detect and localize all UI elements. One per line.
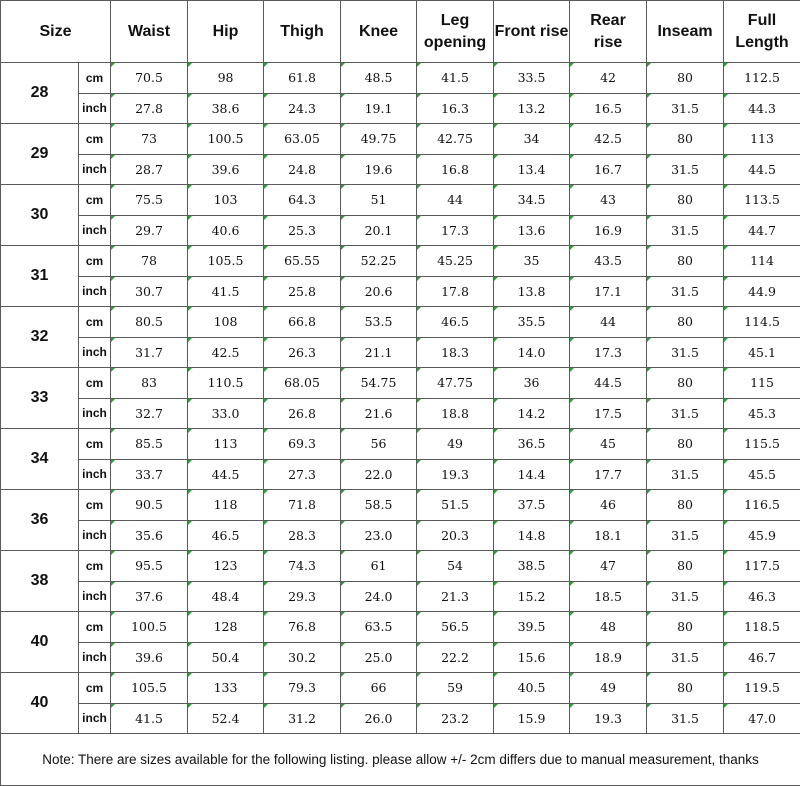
table-row <box>1 703 800 734</box>
size-label: 36 <box>1 490 79 551</box>
measurement-cell: 34 <box>494 124 570 155</box>
measurement-cell: 13.2 <box>494 93 570 124</box>
measurement-cell: 31.5 <box>647 93 724 124</box>
measurement-cell: 18.8 <box>417 398 494 429</box>
table-row <box>1 337 800 368</box>
measurement-cell: 31.5 <box>647 215 724 246</box>
measurement-cell: 16.9 <box>570 215 647 246</box>
measurement-cell: 52.25 <box>341 246 417 277</box>
measurement-cell: 13.6 <box>494 215 570 246</box>
measurement-cell: 70.5 <box>111 63 188 94</box>
measurement-cell: 80 <box>647 368 724 399</box>
measurement-cell: 100.5 <box>188 124 264 155</box>
measurement-cell: 115 <box>724 368 800 399</box>
header-front-rise: Front rise <box>494 1 570 63</box>
measurement-cell: 80 <box>647 551 724 582</box>
measurement-cell: 80 <box>647 673 724 704</box>
measurement-cell: 32.7 <box>111 398 188 429</box>
measurement-cell: 29.3 <box>264 581 341 612</box>
measurement-cell: 26.3 <box>264 337 341 368</box>
measurement-cell: 47.75 <box>417 368 494 399</box>
measurement-cell: 128 <box>188 612 264 643</box>
measurement-cell: 19.1 <box>341 93 417 124</box>
measurement-cell: 110.5 <box>188 368 264 399</box>
header-inseam: Inseam <box>647 1 724 63</box>
measurement-cell: 30.2 <box>264 642 341 673</box>
measurement-cell: 80 <box>647 124 724 155</box>
measurement-cell: 63.5 <box>341 612 417 643</box>
measurement-cell: 15.6 <box>494 642 570 673</box>
measurement-cell: 41.5 <box>417 63 494 94</box>
measurement-cell: 39.6 <box>188 154 264 185</box>
measurement-cell: 66 <box>341 673 417 704</box>
measurement-cell: 117.5 <box>724 551 800 582</box>
table-row <box>1 124 800 155</box>
measurement-cell: 16.5 <box>570 93 647 124</box>
table-row <box>1 581 800 612</box>
measurement-cell: 58.5 <box>341 490 417 521</box>
measurement-cell: 49.75 <box>341 124 417 155</box>
unit-label: cm <box>79 429 111 460</box>
measurement-cell: 76.8 <box>264 612 341 643</box>
measurement-cell: 31.5 <box>647 520 724 551</box>
size-label: 30 <box>1 185 79 246</box>
measurement-cell: 69.3 <box>264 429 341 460</box>
measurement-cell: 35 <box>494 246 570 277</box>
measurement-cell: 103 <box>188 185 264 216</box>
table-row <box>1 642 800 673</box>
header-rear-rise: Rear rise <box>570 1 647 63</box>
measurement-cell: 20.1 <box>341 215 417 246</box>
unit-label: cm <box>79 246 111 277</box>
size-label: 38 <box>1 551 79 612</box>
measurement-cell: 48.4 <box>188 581 264 612</box>
measurement-cell: 51 <box>341 185 417 216</box>
measurement-cell: 40.5 <box>494 673 570 704</box>
unit-label: cm <box>79 612 111 643</box>
measurement-cell: 75.5 <box>111 185 188 216</box>
measurement-cell: 113 <box>188 429 264 460</box>
measurement-cell: 112.5 <box>724 63 800 94</box>
measurement-cell: 26.8 <box>264 398 341 429</box>
measurement-cell: 44.9 <box>724 276 800 307</box>
measurement-cell: 38.6 <box>188 93 264 124</box>
measurement-cell: 44.3 <box>724 93 800 124</box>
measurement-cell: 19.3 <box>417 459 494 490</box>
measurement-cell: 54 <box>417 551 494 582</box>
measurement-cell: 37.5 <box>494 490 570 521</box>
measurement-cell: 40.6 <box>188 215 264 246</box>
measurement-cell: 116.5 <box>724 490 800 521</box>
header-full-length: Full Length <box>724 1 800 63</box>
measurement-cell: 23.0 <box>341 520 417 551</box>
measurement-cell: 53.5 <box>341 307 417 338</box>
table-row <box>1 276 800 307</box>
measurement-cell: 23.2 <box>417 703 494 734</box>
measurement-cell: 17.5 <box>570 398 647 429</box>
table-row <box>1 490 800 521</box>
measurement-cell: 48.5 <box>341 63 417 94</box>
measurement-cell: 14.2 <box>494 398 570 429</box>
measurement-cell: 21.1 <box>341 337 417 368</box>
measurement-cell: 46.5 <box>417 307 494 338</box>
measurement-cell: 34.5 <box>494 185 570 216</box>
measurement-cell: 29.7 <box>111 215 188 246</box>
measurement-cell: 28.7 <box>111 154 188 185</box>
measurement-cell: 17.8 <box>417 276 494 307</box>
measurement-cell: 54.75 <box>341 368 417 399</box>
unit-label: cm <box>79 63 111 94</box>
table-row <box>1 307 800 338</box>
header-knee: Knee <box>341 1 417 63</box>
size-label: 33 <box>1 368 79 429</box>
measurement-cell: 46.5 <box>188 520 264 551</box>
measurement-cell: 73 <box>111 124 188 155</box>
measurement-cell: 15.2 <box>494 581 570 612</box>
unit-label: cm <box>79 124 111 155</box>
unit-label: cm <box>79 490 111 521</box>
measurement-cell: 16.3 <box>417 93 494 124</box>
measurement-cell: 45 <box>570 429 647 460</box>
measurement-cell: 71.8 <box>264 490 341 521</box>
table-row <box>1 459 800 490</box>
measurement-cell: 36 <box>494 368 570 399</box>
measurement-cell: 13.4 <box>494 154 570 185</box>
measurement-cell: 44.5 <box>570 368 647 399</box>
table-row <box>1 612 800 643</box>
unit-label: inch <box>79 337 111 368</box>
measurement-cell: 31.5 <box>647 154 724 185</box>
measurement-cell: 28.3 <box>264 520 341 551</box>
measurement-cell: 16.7 <box>570 154 647 185</box>
measurement-cell: 33.7 <box>111 459 188 490</box>
table-row <box>1 215 800 246</box>
measurement-cell: 18.3 <box>417 337 494 368</box>
header-waist: Waist <box>111 1 188 63</box>
measurement-cell: 49 <box>417 429 494 460</box>
unit-label: inch <box>79 154 111 185</box>
measurement-cell: 115.5 <box>724 429 800 460</box>
table-row <box>1 93 800 124</box>
measurement-cell: 22.0 <box>341 459 417 490</box>
table-row <box>1 154 800 185</box>
measurement-cell: 59 <box>417 673 494 704</box>
size-label: 29 <box>1 124 79 185</box>
measurement-cell: 133 <box>188 673 264 704</box>
measurement-cell: 17.3 <box>417 215 494 246</box>
unit-label: cm <box>79 673 111 704</box>
measurement-cell: 36.5 <box>494 429 570 460</box>
measurement-cell: 21.3 <box>417 581 494 612</box>
measurement-cell: 41.5 <box>111 703 188 734</box>
unit-label: inch <box>79 703 111 734</box>
measurement-cell: 42 <box>570 63 647 94</box>
measurement-cell: 17.1 <box>570 276 647 307</box>
measurement-cell: 98 <box>188 63 264 94</box>
header-size: Size <box>1 1 111 63</box>
measurement-cell: 74.3 <box>264 551 341 582</box>
unit-label: cm <box>79 185 111 216</box>
measurement-cell: 35.6 <box>111 520 188 551</box>
measurement-cell: 21.6 <box>341 398 417 429</box>
measurement-cell: 39.5 <box>494 612 570 643</box>
measurement-cell: 44 <box>570 307 647 338</box>
measurement-cell: 31.5 <box>647 337 724 368</box>
measurement-cell: 24.3 <box>264 93 341 124</box>
measurement-cell: 56 <box>341 429 417 460</box>
unit-label: inch <box>79 520 111 551</box>
header-row <box>1 1 800 63</box>
measurement-cell: 61 <box>341 551 417 582</box>
measurement-cell: 31.5 <box>647 703 724 734</box>
measurement-cell: 45.9 <box>724 520 800 551</box>
measurement-cell: 119.5 <box>724 673 800 704</box>
measurement-cell: 48 <box>570 612 647 643</box>
measurement-cell: 17.3 <box>570 337 647 368</box>
measurement-cell: 46.3 <box>724 581 800 612</box>
unit-label: inch <box>79 215 111 246</box>
measurement-cell: 108 <box>188 307 264 338</box>
header-hip: Hip <box>188 1 264 63</box>
measurement-cell: 50.4 <box>188 642 264 673</box>
measurement-cell: 114.5 <box>724 307 800 338</box>
measurement-cell: 44 <box>417 185 494 216</box>
measurement-cell: 45.5 <box>724 459 800 490</box>
measurement-cell: 56.5 <box>417 612 494 643</box>
unit-label: inch <box>79 93 111 124</box>
measurement-cell: 51.5 <box>417 490 494 521</box>
measurement-cell: 95.5 <box>111 551 188 582</box>
measurement-cell: 24.8 <box>264 154 341 185</box>
measurement-cell: 17.7 <box>570 459 647 490</box>
measurement-cell: 42.75 <box>417 124 494 155</box>
table-row <box>1 673 800 704</box>
measurement-cell: 35.5 <box>494 307 570 338</box>
measurement-cell: 31.5 <box>647 581 724 612</box>
measurement-cell: 14.0 <box>494 337 570 368</box>
measurement-cell: 61.8 <box>264 63 341 94</box>
measurement-cell: 44.5 <box>188 459 264 490</box>
size-rows <box>1 63 800 734</box>
measurement-cell: 37.6 <box>111 581 188 612</box>
measurement-cell: 46.7 <box>724 642 800 673</box>
table-row <box>1 185 800 216</box>
measurement-cell: 83 <box>111 368 188 399</box>
measurement-cell: 15.9 <box>494 703 570 734</box>
table-row <box>1 398 800 429</box>
measurement-cell: 113.5 <box>724 185 800 216</box>
measurement-cell: 24.0 <box>341 581 417 612</box>
measurement-cell: 118.5 <box>724 612 800 643</box>
measurement-cell: 31.5 <box>647 642 724 673</box>
measurement-cell: 46 <box>570 490 647 521</box>
measurement-cell: 47 <box>570 551 647 582</box>
measurement-cell: 14.4 <box>494 459 570 490</box>
measurement-cell: 18.5 <box>570 581 647 612</box>
header-thigh: Thigh <box>264 1 341 63</box>
unit-label: inch <box>79 642 111 673</box>
measurement-cell: 80 <box>647 612 724 643</box>
measurement-cell: 25.3 <box>264 215 341 246</box>
size-label: 28 <box>1 63 79 124</box>
size-label: 34 <box>1 429 79 490</box>
measurement-cell: 65.55 <box>264 246 341 277</box>
measurement-cell: 41.5 <box>188 276 264 307</box>
measurement-cell: 27.3 <box>264 459 341 490</box>
measurement-cell: 19.3 <box>570 703 647 734</box>
measurement-cell: 25.8 <box>264 276 341 307</box>
size-label: 40 <box>1 673 79 734</box>
measurement-cell: 16.8 <box>417 154 494 185</box>
size-label: 32 <box>1 307 79 368</box>
measurement-cell: 13.8 <box>494 276 570 307</box>
table-row <box>1 368 800 399</box>
measurement-cell: 105.5 <box>111 673 188 704</box>
measurement-cell: 30.7 <box>111 276 188 307</box>
measurement-cell: 68.05 <box>264 368 341 399</box>
measurement-cell: 47.0 <box>724 703 800 734</box>
unit-label: cm <box>79 368 111 399</box>
measurement-cell: 90.5 <box>111 490 188 521</box>
size-label: 40 <box>1 612 79 673</box>
measurement-cell: 44.5 <box>724 154 800 185</box>
measurement-cell: 31.2 <box>264 703 341 734</box>
measurement-cell: 33.5 <box>494 63 570 94</box>
measurement-cell: 31.7 <box>111 337 188 368</box>
table-row <box>1 551 800 582</box>
measurement-cell: 19.6 <box>341 154 417 185</box>
measurement-cell: 45.3 <box>724 398 800 429</box>
measurement-cell: 26.0 <box>341 703 417 734</box>
measurement-cell: 64.3 <box>264 185 341 216</box>
measurement-cell: 63.05 <box>264 124 341 155</box>
measurement-cell: 20.6 <box>341 276 417 307</box>
measurement-cell: 100.5 <box>111 612 188 643</box>
measurement-cell: 18.9 <box>570 642 647 673</box>
table-row <box>1 429 800 460</box>
measurement-cell: 31.5 <box>647 398 724 429</box>
measurement-cell: 39.6 <box>111 642 188 673</box>
measurement-cell: 66.8 <box>264 307 341 338</box>
measurement-cell: 80 <box>647 307 724 338</box>
unit-label: inch <box>79 398 111 429</box>
measurement-cell: 80 <box>647 185 724 216</box>
note-row <box>1 734 800 786</box>
measurement-cell: 52.4 <box>188 703 264 734</box>
measurement-cell: 45.1 <box>724 337 800 368</box>
measurement-cell: 49 <box>570 673 647 704</box>
table-row <box>1 246 800 277</box>
unit-label: inch <box>79 276 111 307</box>
measurement-cell: 114 <box>724 246 800 277</box>
size-label: 31 <box>1 246 79 307</box>
unit-label: inch <box>79 581 111 612</box>
measurement-cell: 78 <box>111 246 188 277</box>
unit-label: cm <box>79 307 111 338</box>
measurement-cell: 33.0 <box>188 398 264 429</box>
measurement-cell: 25.0 <box>341 642 417 673</box>
measurement-cell: 80.5 <box>111 307 188 338</box>
measurement-cell: 42.5 <box>570 124 647 155</box>
measurement-cell: 80 <box>647 429 724 460</box>
measurement-cell: 31.5 <box>647 459 724 490</box>
measurement-cell: 22.2 <box>417 642 494 673</box>
measurement-cell: 80 <box>647 246 724 277</box>
measurement-cell: 43.5 <box>570 246 647 277</box>
measurement-cell: 20.3 <box>417 520 494 551</box>
measurement-cell: 38.5 <box>494 551 570 582</box>
measurement-cell: 14.8 <box>494 520 570 551</box>
measurement-cell: 123 <box>188 551 264 582</box>
measurement-cell: 18.1 <box>570 520 647 551</box>
measurement-cell: 113 <box>724 124 800 155</box>
measurement-cell: 45.25 <box>417 246 494 277</box>
measurement-cell: 27.8 <box>111 93 188 124</box>
measurement-note: Note: There are sizes available for the following listing. please allow +/- 2cm differs due to manual measurement, thanks <box>1 734 800 786</box>
header-leg-opening: Leg opening <box>417 1 494 63</box>
measurement-cell: 118 <box>188 490 264 521</box>
measurement-cell: 42.5 <box>188 337 264 368</box>
table-row <box>1 63 800 94</box>
measurement-cell: 80 <box>647 490 724 521</box>
measurement-cell: 85.5 <box>111 429 188 460</box>
measurement-cell: 43 <box>570 185 647 216</box>
unit-label: inch <box>79 459 111 490</box>
measurement-cell: 31.5 <box>647 276 724 307</box>
unit-label: cm <box>79 551 111 582</box>
measurement-cell: 80 <box>647 63 724 94</box>
measurement-cell: 44.7 <box>724 215 800 246</box>
measurement-cell: 105.5 <box>188 246 264 277</box>
measurement-cell: 79.3 <box>264 673 341 704</box>
table-row <box>1 520 800 551</box>
